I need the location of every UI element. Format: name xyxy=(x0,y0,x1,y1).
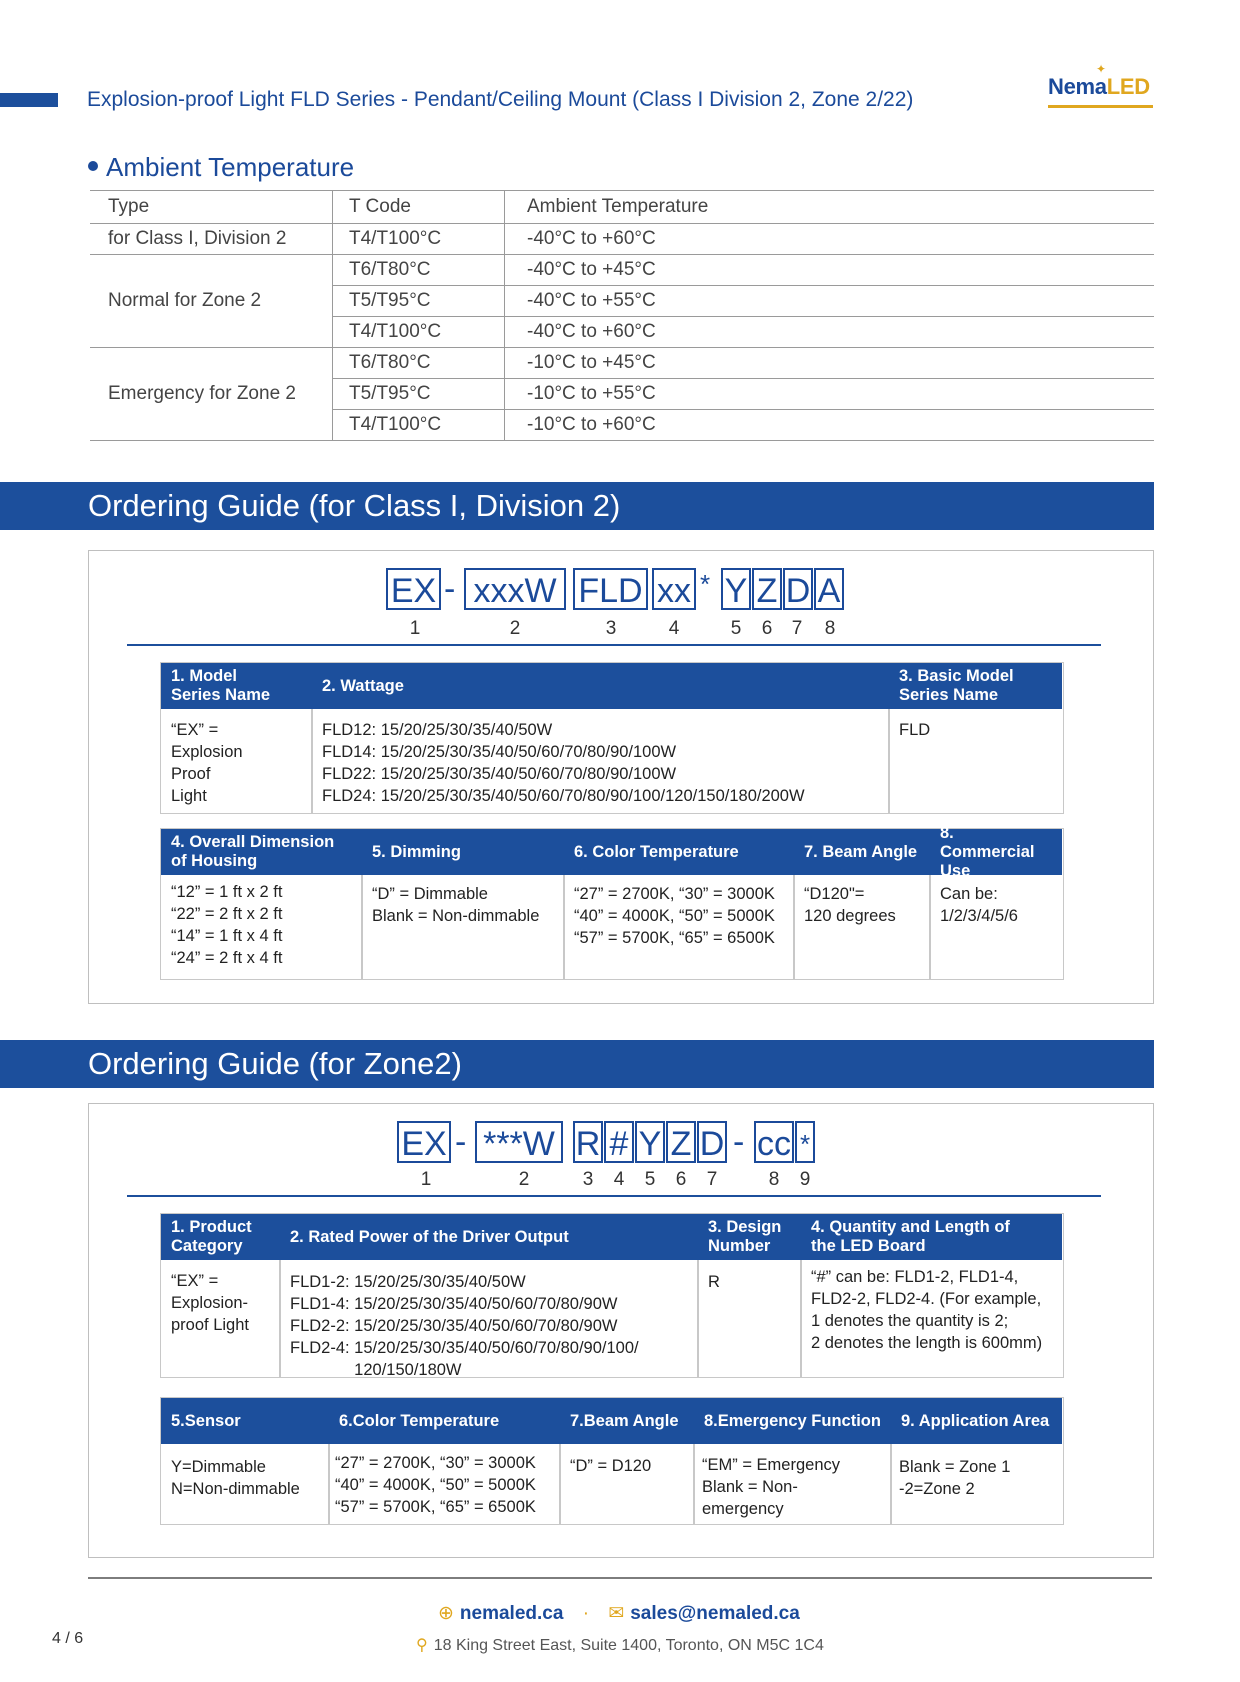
code-position-number: 5 xyxy=(730,618,742,639)
code-position-number: 1 xyxy=(420,1169,432,1190)
code-position-number: 8 xyxy=(824,618,836,639)
code-wattage: xxxW xyxy=(464,568,566,610)
cell-application-area: Blank = Zone 1 -2=Zone 2 xyxy=(899,1458,1011,1498)
code-position-number: 2 xyxy=(518,1169,530,1190)
cell-rated-power: FLD1-2: 15/20/25/30/35/40/50W FLD1-4: 15/20/25/30/35/40/50/60/70/80/90W FLD2-2: 15/20/25/30/35/40/50/60/70/80/90W FLD2-4: 15/20/25/30/35/40/50/60/70/80/90/100/ 120/150/180W xyxy=(290,1273,639,1379)
cell-dimension: “12” = 1 ft x 2 ft “22” = 2 ft x 2 ft “14” = 1 ft x 4 ft “24” = 2 ft x 4 ft xyxy=(171,883,283,967)
temp-cell: -40°C to +45°C xyxy=(505,255,1155,286)
location-pin-icon: ⚲ xyxy=(416,1637,428,1654)
code-position-number: 3 xyxy=(605,618,617,639)
header-led-board: 4. Quantity and Length of the LED Board xyxy=(801,1214,1062,1260)
code-cc: cc xyxy=(754,1121,794,1163)
footer-address: ⚲ 18 King Street East, Suite 1400, Toronto, ON M5C 1C4 xyxy=(416,1637,824,1654)
header-emergency-function: 8.Emergency Function xyxy=(694,1398,891,1444)
spec-table-model-wattage xyxy=(160,662,1064,814)
cell-color-temperature: “27” = 2700K, “30” = 3000K “40” = 4000K, “50” = 5000K “57” = 5700K, “65” = 6500K xyxy=(574,885,775,947)
tcode-cell: T4/T100°C xyxy=(333,317,505,348)
page-title: Explosion-proof Light FLD Series - Pendant/Ceiling Mount (Class I Division 2, Zone 2/22) xyxy=(87,88,914,111)
header-application-area: 9. Application Area xyxy=(891,1398,1062,1444)
header-color-temperature: 6.Color Temperature xyxy=(329,1398,560,1444)
code-position-number: 2 xyxy=(509,618,521,639)
code-star: * xyxy=(795,1121,815,1163)
code-position-number: 4 xyxy=(668,618,680,639)
cell-emergency-function: “EM” = Emergency Blank = Non- emergency xyxy=(702,1456,840,1518)
table-row xyxy=(90,255,1154,286)
tcode-cell: T4/T100°C xyxy=(333,224,505,255)
code-position-number: 4 xyxy=(613,1169,625,1190)
spec-table-sensor-options xyxy=(160,1397,1064,1525)
website-link[interactable]: nemaled.ca xyxy=(459,1603,564,1624)
temp-cell: -10°C to +45°C xyxy=(505,348,1155,379)
cell-wattage: FLD12: 15/20/25/30/35/40/50W FLD14: 15/20/25/30/35/40/50/60/70/80/90/100W FLD22: 15/20/25/30/35/40/50/60/70/80/90/100W FLD24: 15/20/25/30/35/40/50/60/70/80/90/100/120/150/180/200W xyxy=(322,721,805,805)
header-beam-angle: 7. Beam Angle xyxy=(794,829,930,875)
header-rated-power: 2. Rated Power of the Driver Output xyxy=(280,1214,698,1260)
code-z: Z xyxy=(666,1121,696,1163)
code-z: Z xyxy=(752,568,782,610)
cell-led-board: “#” can be: FLD1-2, FLD1-4, FLD2-2, FLD2-4. (For example, 1 denotes the quantity is 2; 2 denotes the length is 600mm) xyxy=(811,1268,1043,1352)
ordering-guide-box-1 xyxy=(88,550,1154,1004)
section-title: Ordering Guide (for Zone2) xyxy=(88,1046,462,1081)
code-dash: - xyxy=(733,1123,745,1161)
code-y: Y xyxy=(721,568,751,610)
code-rated-power: ***W xyxy=(475,1121,563,1163)
code-position-number: 6 xyxy=(761,618,773,639)
mail-icon: ✉ xyxy=(608,1603,625,1624)
section-banner-class1-div2 xyxy=(0,482,1154,530)
logo-text-a: Nema xyxy=(1048,74,1107,99)
bullet-icon xyxy=(88,161,98,171)
code-position-number: 5 xyxy=(644,1169,656,1190)
col-header-type: Type xyxy=(90,191,333,224)
code-ex: EX xyxy=(386,568,441,610)
table-row xyxy=(90,224,1154,255)
temp-cell: -40°C to +60°C xyxy=(505,224,1155,255)
cell-design-number: R xyxy=(708,1273,720,1291)
header-product-category: 1. Product Category xyxy=(161,1214,280,1260)
logo-underline xyxy=(1048,105,1153,108)
code-position-number: 6 xyxy=(675,1169,687,1190)
temp-cell: -40°C to +60°C xyxy=(505,317,1155,348)
header-model-series: 1. Model Series Name xyxy=(161,663,312,709)
footer-divider xyxy=(88,1577,1152,1579)
logo-text-b: LED xyxy=(1106,74,1150,99)
tcode-cell: T4/T100°C xyxy=(333,410,505,441)
header-beam-angle: 7.Beam Angle xyxy=(560,1398,694,1444)
cell-dimming: “D” = Dimmable Blank = Non-dimmable xyxy=(372,885,540,925)
type-cell: Emergency for Zone 2 xyxy=(90,348,333,441)
header-dimension: 4. Overall Dimension of Housing xyxy=(161,829,362,875)
header-sensor: 5.Sensor xyxy=(161,1398,329,1444)
tcode-cell: T5/T95°C xyxy=(333,286,505,317)
code-d: D xyxy=(783,568,813,610)
ambient-temperature-heading: Ambient Temperature xyxy=(88,152,354,183)
code-a: A xyxy=(814,568,844,610)
code-position-number: 1 xyxy=(409,618,421,639)
tcode-cell: T6/T80°C xyxy=(333,255,505,286)
tcode-cell: T6/T80°C xyxy=(333,348,505,379)
cell-product-category: “EX” = Explosion- proof Light xyxy=(171,1272,249,1334)
code-star: * xyxy=(700,569,711,599)
cell-beam-angle: “D120"= 120 degrees xyxy=(804,885,896,925)
cell-sensor: Y=Dimmable N=Non-dimmable xyxy=(171,1458,300,1498)
code-position-number: 7 xyxy=(791,618,803,639)
globe-icon: ⊕ xyxy=(438,1603,454,1624)
code-hash: # xyxy=(604,1121,634,1163)
header-color-temperature: 6. Color Temperature xyxy=(564,829,794,875)
cell-model-series: “EX” = Explosion Proof Light xyxy=(171,721,243,805)
code-position-number: 8 xyxy=(768,1169,780,1190)
code-ex: EX xyxy=(397,1121,451,1163)
header-design-number: 3. Design Number xyxy=(698,1214,801,1260)
ordering-guide-box-2 xyxy=(88,1103,1154,1558)
code-position-number: 7 xyxy=(706,1169,718,1190)
temp-cell: -10°C to +60°C xyxy=(505,410,1155,441)
header-dimming: 5. Dimming xyxy=(362,829,564,875)
code-dash: - xyxy=(455,1123,467,1161)
cell-beam-angle: “D” = D120 xyxy=(570,1457,652,1475)
code-r: R xyxy=(573,1121,603,1163)
cell-commercial-use: Can be: 1/2/3/4/5/6 xyxy=(940,885,1018,925)
header-commercial-use: 8. Commercial Use xyxy=(930,829,1062,875)
page-number: 4 / 6 xyxy=(52,1630,84,1647)
code-divider xyxy=(127,644,1101,646)
type-cell: Normal for Zone 2 xyxy=(90,255,333,348)
code-model: FLD xyxy=(573,568,648,610)
spec-table-options xyxy=(160,823,1064,980)
table-header-row xyxy=(90,191,1154,224)
ambient-temperature-table xyxy=(90,190,1154,441)
section-title: Ordering Guide (for Class I, Division 2) xyxy=(88,488,621,523)
code-dash: - xyxy=(444,570,456,608)
header-basic-model: 3. Basic Model Series Name xyxy=(889,663,1062,709)
code-divider xyxy=(127,1195,1101,1197)
tcode-cell: T5/T95°C xyxy=(333,379,505,410)
code-y: Y xyxy=(635,1121,665,1163)
spec-table-product-power xyxy=(160,1213,1064,1378)
email-link[interactable]: sales@nemaled.ca xyxy=(630,1603,800,1624)
type-cell: for Class I, Division 2 xyxy=(90,224,333,255)
code-dimension: xx xyxy=(652,568,696,610)
brand-logo xyxy=(1048,64,1153,116)
logo-star-icon: ✦ xyxy=(1096,62,1107,76)
col-header-ambient: Ambient Temperature xyxy=(505,191,1155,224)
code-position-number: 9 xyxy=(799,1169,811,1190)
temp-cell: -40°C to +55°C xyxy=(505,286,1155,317)
footer-separator: · xyxy=(582,1603,590,1624)
temp-cell: -10°C to +55°C xyxy=(505,379,1155,410)
cell-basic-model: FLD xyxy=(899,721,931,739)
col-header-tcode: T Code xyxy=(333,191,505,224)
code-d: D xyxy=(697,1121,727,1163)
code-position-number: 3 xyxy=(582,1169,594,1190)
header-wattage: 2. Wattage xyxy=(312,663,889,709)
header-accent-bar xyxy=(0,93,58,107)
section-banner-zone2 xyxy=(0,1040,1154,1088)
cell-color-temperature: “27” = 2700K, “30” = 3000K “40” = 4000K, “50” = 5000K “57” = 5700K, “65” = 6500K xyxy=(335,1454,536,1516)
table-row xyxy=(90,348,1154,379)
footer-contact xyxy=(438,1602,800,1625)
